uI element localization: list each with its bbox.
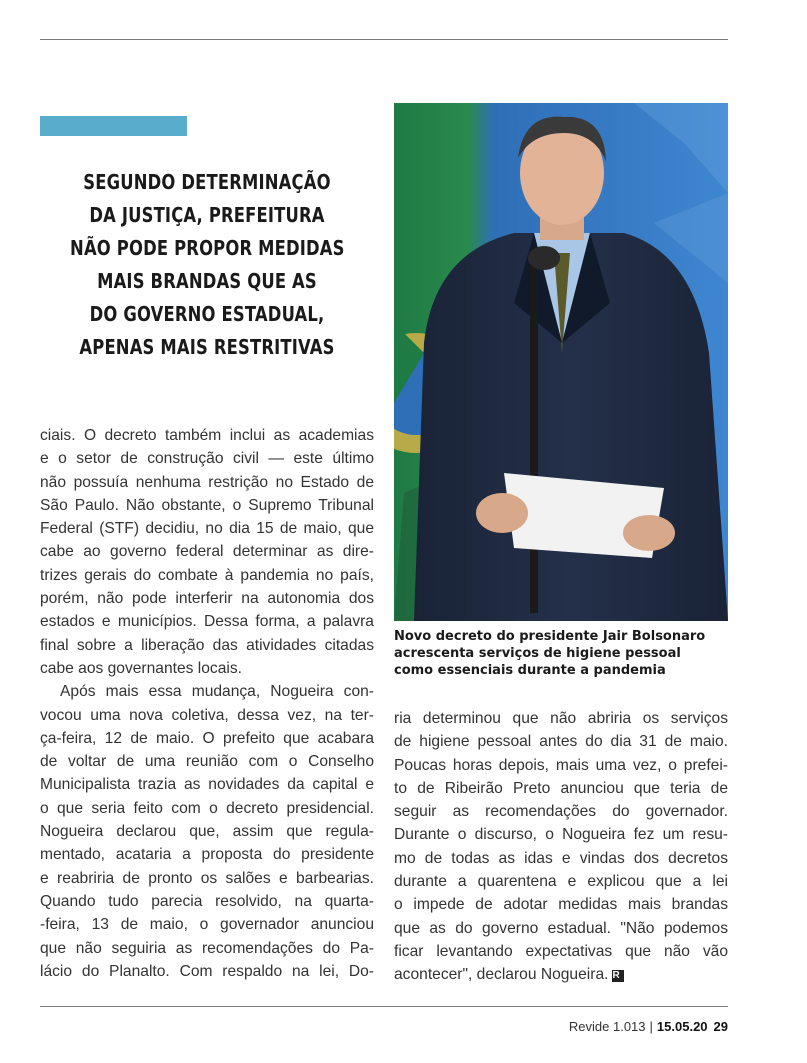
text-line: ciais. O decreto também inclui as academias (40, 427, 374, 444)
text-line: vocou uma nova coletiva, dessa vez, na ter- (40, 706, 374, 724)
text-line: final sobre a liberação das atividades citadas (40, 636, 374, 654)
photo-illustration (394, 103, 728, 621)
caption-line: como essenciais durante a pandemia (394, 663, 666, 678)
text-line: porém, não pode interferir na autonomia dos (40, 590, 374, 608)
text-line: seguir as recomendações do governador. (394, 803, 728, 821)
text-line: cabe ao governo federal determinar as dire- (40, 543, 374, 561)
pull-quote (70, 166, 344, 364)
page-number: 29 (713, 1019, 728, 1034)
paragraph (40, 424, 374, 680)
article-column-right (394, 707, 728, 987)
text-line: to de Ribeirão Preto anunciou que teria de (394, 779, 728, 797)
text-line: Nogueira declarou que, assim que regula- (40, 823, 374, 841)
text-line: o impede de adotar medidas mais brandas (394, 896, 728, 914)
caption-line: acrescenta serviços de higiene pessoal (394, 646, 681, 661)
accent-bar (40, 116, 187, 136)
text-line: o que seria feito com o decreto presidencial. (40, 799, 374, 817)
text-line: São Paulo. Não obstante, o Supremo Tribunal (40, 496, 374, 514)
text-line: mentado, acataria a proposta do presidente (40, 846, 374, 864)
paragraph (40, 680, 374, 983)
text-line: trizes gerais do combate à pandemia no país, (40, 566, 374, 584)
text-line: de voltar de uma reunião com o Conselho (40, 753, 374, 771)
text-line: mo de todas as idas e vindas dos decretos (394, 849, 728, 867)
footer-separator: | (649, 1019, 653, 1034)
photo-caption (394, 628, 728, 679)
text-line: Durante o discurso, o Nogueira fez um resu- (394, 826, 728, 844)
text-line: acontecer", declarou Nogueira. (394, 966, 609, 984)
photo-bolsonaro-speaking (394, 103, 728, 621)
text-line: estados e municípios. Dessa forma, a palavra (40, 613, 374, 631)
footer-rule (40, 1006, 728, 1007)
text-line: ça-feira, 12 de maio. O prefeito que acabara (40, 729, 374, 747)
text-line: de higiene pessoal antes do dia 31 de maio. (394, 733, 728, 751)
page-footer (569, 1019, 728, 1034)
pull-quote-line: NÃO PODE PROPOR MEDIDAS (70, 236, 345, 260)
text-line: Quando tudo parecia resolvido, na quarta- (40, 892, 374, 910)
text-line: Federal (STF) decidiu, no dia 15 de maio, que (40, 520, 374, 538)
text-line: Municipalista trazia as novidades da capital e (40, 776, 374, 794)
text-line: não possuía nenhuma restrição no Estado de (40, 473, 374, 491)
pull-quote-line: MAIS BRANDAS QUE AS (97, 269, 317, 293)
text-line: que as do governo estadual. "Não podemos (394, 919, 728, 937)
text-line: e o setor de construção civil — este último (40, 450, 374, 468)
pull-quote-line: DO GOVERNO ESTADUAL, (89, 302, 325, 326)
text-line: Poucas horas depois, mais uma vez, o prefei- (394, 756, 728, 774)
pull-quote-line: DA JUSTIÇA, PREFEITURA (89, 203, 325, 227)
text-line: durante a quarentena e explicou que a lei (394, 873, 728, 891)
caption-line: Novo decreto do presidente Jair Bolsonaro (394, 629, 706, 644)
pull-quote-line: SEGUNDO DETERMINAÇÃO (83, 170, 331, 194)
text-line-final (394, 963, 728, 986)
text-line: e reabriria de pronto os salões e barbearias. (40, 869, 374, 887)
issue-date: 15.05.20 (656, 1019, 708, 1034)
paragraph (394, 707, 728, 987)
text-line: -feira, 13 de maio, o governador anunciou (40, 916, 374, 934)
text-line: ria determinou que não abriria os serviços (394, 710, 728, 727)
pull-quote-line: APENAS MAIS RESTRITIVAS (79, 335, 335, 359)
text-line: que não seguiria as recomendações do Pa- (40, 939, 374, 957)
article-column-left (40, 424, 374, 983)
text-line: Após mais essa mudança, Nogueira con- (60, 683, 374, 701)
magazine-issue: Revide 1.013 (568, 1019, 646, 1034)
header-rule (40, 39, 728, 40)
end-mark-icon: R (612, 970, 624, 982)
text-line: ficar levantando expectativas que não vão (394, 942, 728, 960)
text-line: cabe aos governantes locais. (40, 659, 242, 677)
text-line: lácio do Planalto. Com respaldo na lei, Do- (40, 962, 374, 980)
